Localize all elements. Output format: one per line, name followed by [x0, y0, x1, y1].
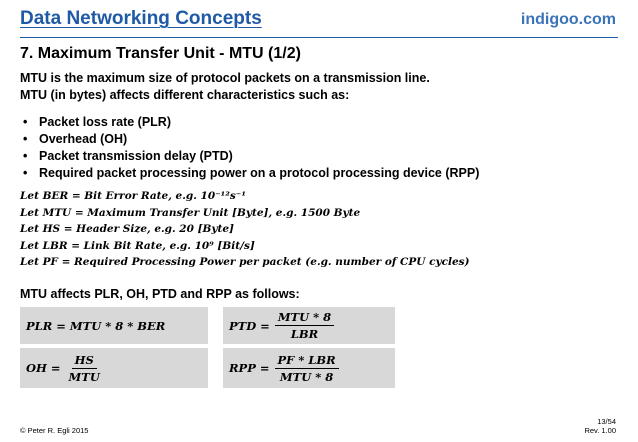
- list-item-text: Packet transmission delay (PTD): [39, 149, 233, 163]
- definition-line: Let BER = Bit Error Rate, e.g. 10⁻¹²s⁻¹: [20, 190, 246, 202]
- slide-title: 7. Maximum Transfer Unit - MTU (1/2): [20, 45, 301, 62]
- formula-rpp-lhs: RPP =: [229, 361, 270, 375]
- formula-plr-text: PLR = MTU * 8 * BER: [26, 318, 166, 333]
- intro-text: [20, 70, 430, 104]
- list-item-text: Packet loss rate (PLR): [39, 115, 171, 129]
- definition-line: Let MTU = Maximum Transfer Unit [Byte], e.g. 1500 Byte: [20, 206, 361, 219]
- formula-rpp: [223, 348, 395, 388]
- definition-line: Let HS = Header Size, e.g. 20 [Byte]: [20, 223, 235, 235]
- definition-line: Let LBR = Link Bit Rate, e.g. 10⁹ [Bit/s]: [20, 239, 255, 252]
- affects-heading: MTU affects PLR, OH, PTD and RPP as follows:: [20, 287, 300, 301]
- page-number: 13/54: [597, 417, 616, 426]
- definition-line: Let PF = Required Processing Power per packet (e.g. number of CPU cycles): [20, 256, 470, 268]
- list-item: [20, 165, 479, 182]
- list-item: [20, 114, 479, 131]
- footer-page-info: [584, 417, 616, 435]
- formula-rpp-fraction: [275, 353, 339, 384]
- header-divider: [20, 37, 618, 38]
- formula-ptd-lhs: PTD =: [229, 318, 270, 333]
- formula-plr: [20, 307, 208, 344]
- list-item: [20, 148, 479, 165]
- intro-line: MTU is the maximum size of protocol packets on a transmission line.: [20, 71, 430, 85]
- footer-copyright: © Peter R. Egli 2015: [20, 426, 89, 435]
- list-item-text: Required packet processing power on a protocol processing device (RPP): [39, 166, 480, 180]
- formula-oh-fraction: [66, 353, 103, 384]
- formula-ptd-denominator: LBR: [290, 327, 319, 341]
- list-item: [20, 131, 479, 148]
- characteristics-list: [20, 114, 479, 182]
- formula-oh: [20, 348, 208, 388]
- bullet-icon: •: [23, 132, 28, 146]
- definitions: [20, 188, 470, 271]
- intro-line: MTU (in bytes) affects different characteristics such as:: [20, 88, 350, 102]
- formula-oh-numerator: HS: [72, 353, 97, 369]
- formula-rpp-numerator: PF * LBR: [275, 353, 339, 369]
- formula-ptd-numerator: MTU * 8: [275, 310, 334, 326]
- formula-oh-denominator: MTU: [68, 369, 100, 384]
- bullet-icon: •: [23, 115, 28, 129]
- revision: Rev. 1.00: [584, 426, 616, 435]
- formula-ptd: [223, 307, 395, 344]
- brand-logo-text: indigoo.com: [520, 11, 616, 28]
- header-title: Data Networking Concepts: [20, 8, 262, 29]
- list-item-text: Overhead (OH): [39, 132, 128, 146]
- formula-rpp-denominator: MTU * 8: [279, 369, 334, 384]
- bullet-icon: •: [23, 149, 28, 163]
- formula-oh-lhs: OH =: [26, 361, 61, 375]
- formula-ptd-fraction: [275, 310, 334, 341]
- bullet-icon: •: [23, 166, 28, 180]
